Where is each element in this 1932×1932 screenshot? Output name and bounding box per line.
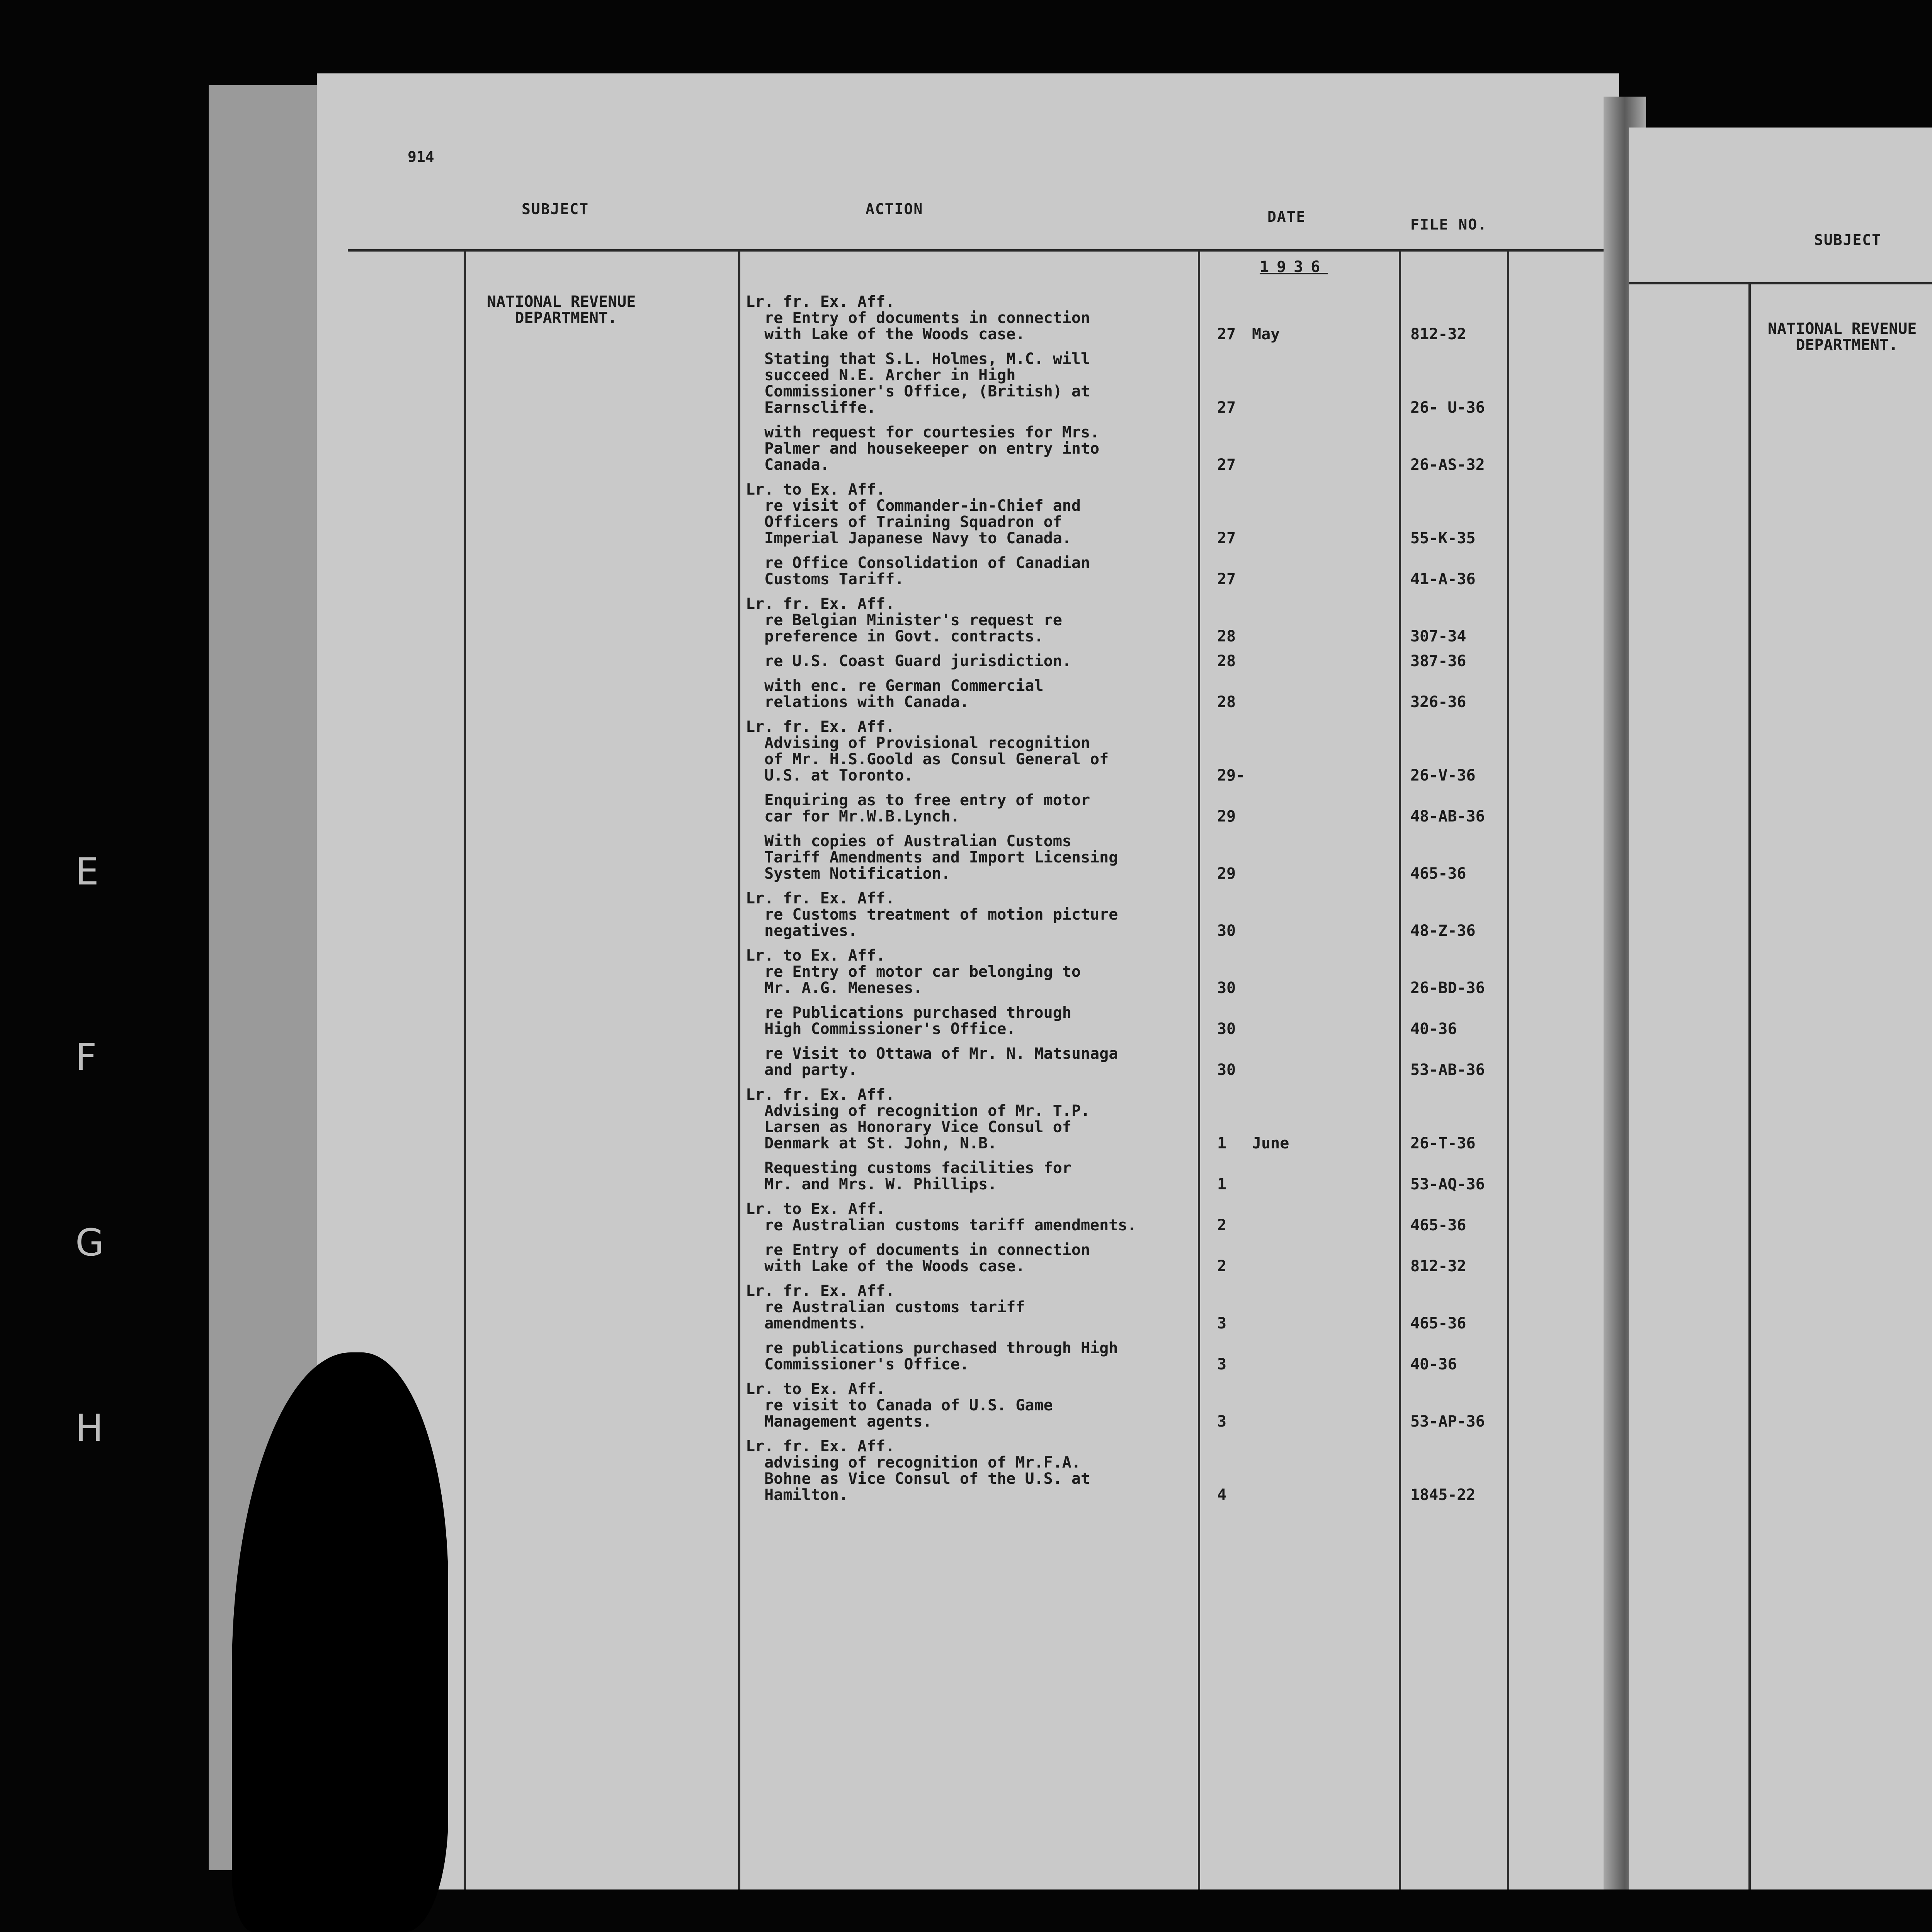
entry-file-number: 812-32 [1410,325,1466,343]
entry-day: 28 [1217,628,1236,645]
entry-file-number: 26- U-36 [1410,399,1485,417]
right-ledger-page [1629,128,1932,1889]
entry-day: 29 [1217,865,1236,883]
header-date: DATE [1267,208,1306,225]
entry-file-number: 26-V-36 [1410,767,1476,784]
header-subject: SUBJECT [522,201,589,218]
entry-action: re U.S. Coast Guard jurisdiction. [746,652,1071,670]
entry-action: Lr. to Ex. Aff. re Entry of motor car belonging to Mr. A.G. Meneses. [746,947,1081,997]
entry-day: 29- [1217,767,1245,784]
entry-action: re Publications purchased through High Commissioner's Office. [764,1004,1071,1038]
entry-action: Lr. to Ex. Aff. re Australian customs tariff amendments. [746,1200,1137,1234]
entry-day: 30 [1217,922,1236,940]
entry-day: 29 [1217,808,1236,825]
left-ledger-page [317,73,1619,1889]
entry-day: 3 [1217,1413,1227,1430]
entry-day: 27 [1217,570,1236,588]
entry-file-number: 53-AP-36 [1410,1413,1485,1430]
entry-month: May [1252,325,1280,343]
column-rule [738,251,740,1889]
entry-file-number: 465-36 [1410,1315,1466,1332]
column-rule [1399,251,1401,1889]
entry-file-number: 812-32 [1410,1257,1466,1275]
entry-file-number: 48-Z-36 [1410,922,1476,940]
header-file: FILE NO. [1410,216,1488,233]
entry-file-number: 40-36 [1410,1020,1457,1038]
entry-file-number: 307-34 [1410,628,1466,645]
subject-entry: NATIONAL REVENUE DEPARTMENT. [487,293,636,327]
entry-action: Lr. fr. Ex. Aff. Advising of Provisional recognition of Mr. H.S.Goold as Consul General of U.S. at Toronto. [746,718,1109,784]
entry-file-number: 26-T-36 [1410,1134,1476,1152]
entry-day: 27 [1217,456,1236,474]
entry-month: June [1252,1134,1289,1152]
entry-action: re publications purchased through High Commissioner's Office. [764,1339,1118,1373]
entry-action: Enquiring as to free entry of motor car for Mr.W.B.Lynch. [764,791,1090,825]
entry-file-number: 387-36 [1410,652,1466,670]
column-rule [464,251,466,1889]
film-margin-letter: G [75,1221,104,1264]
entry-action: with request for courtesies for Mrs. Palmer and housekeeper on entry into Canada. [764,423,1100,474]
entry-file-number: 55-K-35 [1410,529,1476,547]
entry-day: 2 [1217,1257,1227,1275]
entry-day: 30 [1217,1020,1236,1038]
film-margin-letter: H [75,1406,104,1450]
entry-file-number: 40-36 [1410,1355,1457,1373]
entry-day: 3 [1217,1355,1227,1373]
entry-day: 2 [1217,1216,1227,1234]
entry-file-number: 48-AB-36 [1410,808,1485,825]
entry-day: 30 [1217,1061,1236,1079]
entry-action: Stating that S.L. Holmes, M.C. will succeed N.E. Archer in High Commissioner's Office, (British) at Earnscliffe. [764,350,1090,417]
column-rule [1748,284,1751,1889]
entry-day: 3 [1217,1315,1227,1332]
entry-action: With copies of Australian Customs Tariff Amendments and Import Licensing System Notification. [764,832,1118,883]
entry-day: 1 [1217,1134,1227,1152]
entry-action: Lr. fr. Ex. Aff. re Belgian Minister's request re preference in Govt. contracts. [746,595,1062,645]
column-rule [1198,251,1200,1889]
entry-action: re Visit to Ottawa of Mr. N. Matsunaga and party. [764,1045,1118,1079]
entry-day: 1 [1217,1175,1227,1193]
entry-action: Lr. to Ex. Aff. re visit to Canada of U.S. Game Management agents. [746,1380,1053,1430]
entry-file-number: 41-A-36 [1410,570,1476,588]
entry-day: 27 [1217,529,1236,547]
film-margin-letter: F [75,1036,97,1079]
entry-file-number: 26-AS-32 [1410,456,1485,474]
entry-day: 28 [1217,652,1236,670]
entry-action: Requesting customs facilities for Mr. and Mrs. W. Phillips. [764,1159,1071,1193]
subject-entry: NATIONAL REVENUE DEPARTMENT. [1768,320,1917,354]
entry-file-number: 465-36 [1410,1216,1466,1234]
entry-file-number: 53-AB-36 [1410,1061,1485,1079]
entry-action: Lr. to Ex. Aff. re visit of Commander-in-Chief and Officers of Training Squadron of Imperial Japanese Navy to Canada. [746,481,1081,547]
header-rule [1629,282,1932,284]
entry-file-number: 465-36 [1410,865,1466,883]
film-margin-letter: E [75,850,99,893]
entry-file-number: 26-BD-36 [1410,979,1485,997]
entry-action: Lr. fr. Ex. Aff. advising of recognition of Mr.F.A. Bohne as Vice Consul of the U.S. at Hamilton. [746,1437,1090,1504]
entry-day: 28 [1217,693,1236,711]
entry-action: Lr. fr. Ex. Aff. Advising of recognition of Mr. T.P. Larsen as Honorary Vice Consul of Denmark at St. John, N.B. [746,1086,1090,1152]
entry-action: Lr. fr. Ex. Aff. re Entry of documents in connection with Lake of the Woods case. [746,293,1090,343]
entry-action: re Office Consolidation of Canadian Customs Tariff. [764,554,1090,588]
entry-day: 4 [1217,1486,1227,1504]
entry-action: with enc. re German Commercial relations with Canada. [764,677,1044,711]
entry-day: 27 [1217,399,1236,417]
header-action: ACTION [866,201,923,218]
entry-file-number: 1845-22 [1410,1486,1476,1504]
header-subject: SUBJECT [1814,231,1882,248]
entry-file-number: 326-36 [1410,693,1466,711]
page-number: 914 [408,148,434,165]
entry-action: Lr. fr. Ex. Aff. re Customs treatment of motion picture negatives. [746,889,1118,940]
entry-action: re Entry of documents in connection with Lake of the Woods case. [764,1241,1090,1275]
entry-file-number: 53-AQ-36 [1410,1175,1485,1193]
entry-day: 30 [1217,979,1236,997]
entry-day: 27 [1217,325,1236,343]
column-rule [1507,251,1509,1889]
year-heading: 1936 [1260,258,1328,276]
entry-action: Lr. fr. Ex. Aff. re Australian customs tariff amendments. [746,1282,1025,1332]
header-rule [348,249,1619,252]
